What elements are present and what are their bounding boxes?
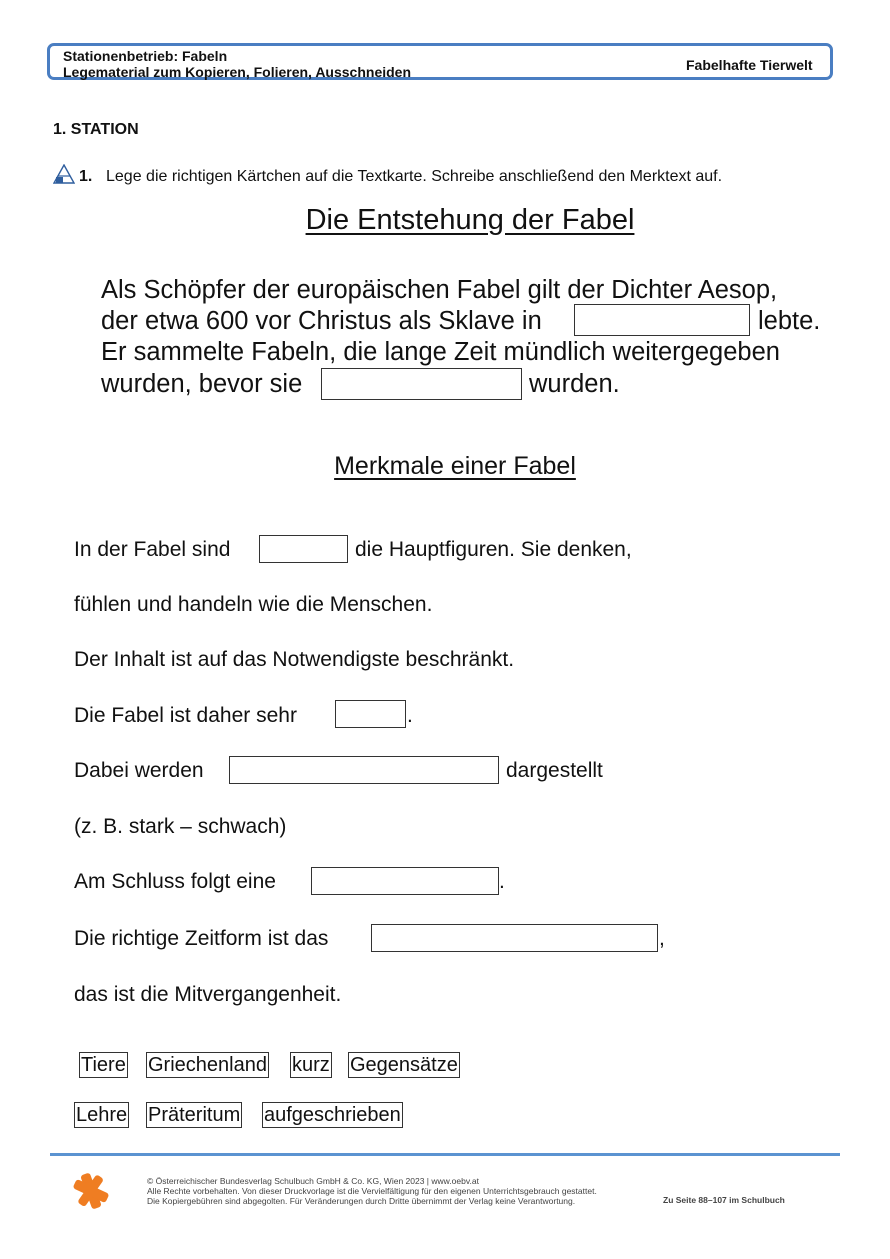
pyramid-icon: [53, 164, 75, 184]
word-card[interactable]: aufgeschrieben: [264, 1104, 401, 1126]
footer-page-reference: Zu Seite 88–107 im Schulbuch: [663, 1195, 785, 1205]
text-line: Die Fabel ist daher sehr: [74, 704, 297, 727]
blank-field[interactable]: [259, 535, 348, 563]
blank-field[interactable]: [335, 700, 406, 728]
text-line: .: [499, 870, 505, 893]
text-line: wurden, bevor sie: [101, 370, 303, 398]
header-topic: Fabelhafte Tierwelt: [686, 57, 813, 73]
header-title: Stationenbetrieb: Fabeln: [63, 48, 228, 64]
station-heading: 1. STATION: [53, 121, 139, 138]
text-line: dargestellt: [506, 759, 603, 782]
blank-field[interactable]: [311, 867, 499, 895]
text-line: ,: [659, 927, 665, 950]
text-line: Er sammelte Fabeln, die lange Zeit mündlich weitergegeben: [101, 338, 780, 366]
word-card[interactable]: Tiere: [81, 1054, 126, 1076]
text-line: der etwa 600 vor Christus als Sklave in: [101, 307, 542, 335]
text-line: das ist die Mitvergangenheit.: [74, 983, 342, 1006]
text-line: lebte.: [758, 307, 821, 335]
word-card[interactable]: Lehre: [76, 1104, 128, 1126]
footer-disclaimer: Die Kopiergebühren sind abgegolten. Für Veränderungen durch Dritte übernimmt der Verlag keine Verantwortung.: [147, 1196, 576, 1206]
header-subtitle: Legematerial zum Kopieren, Folieren, Ausschneiden: [63, 64, 412, 80]
text-line: Dabei werden: [74, 759, 204, 782]
text-line: die Hauptfiguren. Sie denken,: [355, 538, 632, 561]
blank-field[interactable]: [321, 368, 522, 400]
blank-field[interactable]: [229, 756, 499, 784]
text-line: Am Schluss folgt eine: [74, 870, 276, 893]
word-card[interactable]: Gegensätze: [350, 1054, 458, 1076]
footer-divider: [50, 1153, 840, 1156]
word-card[interactable]: kurz: [292, 1054, 330, 1076]
text-line: fühlen und handeln wie die Menschen.: [74, 593, 433, 616]
blank-field[interactable]: [574, 304, 750, 336]
word-card[interactable]: Griechenland: [148, 1054, 267, 1076]
text-line: Als Schöpfer der europäischen Fabel gilt der Dichter Aesop,: [101, 276, 778, 304]
text-line: (z. B. stark – schwach): [74, 815, 287, 838]
task-number: 1.: [79, 168, 93, 185]
footer-copyright: © Österreichischer Bundesverlag Schulbuch GmbH & Co. KG, Wien 2023 | www.oebv.at: [147, 1176, 479, 1186]
text-line: .: [407, 704, 413, 727]
section-title-origin: Die Entstehung der Fabel: [305, 204, 635, 236]
asterisk-logo-icon: [73, 1172, 109, 1210]
footer-rights: Alle Rechte vorbehalten. Von dieser Druckvorlage ist die Vervielfältigung für den eigenen Unterrichtsgebrauch gestattet.: [147, 1186, 597, 1196]
text-line: wurden.: [529, 370, 620, 398]
text-line: In der Fabel sind: [74, 538, 231, 561]
text-line: Die richtige Zeitform ist das: [74, 927, 329, 950]
text-line: Der Inhalt ist auf das Notwendigste beschränkt.: [74, 648, 515, 671]
section-title-features: Merkmale einer Fabel: [334, 452, 576, 480]
word-card[interactable]: Präteritum: [148, 1104, 241, 1126]
task-instruction: Lege die richtigen Kärtchen auf die Textkarte. Schreibe anschließend den Merktext auf.: [106, 168, 723, 185]
blank-field[interactable]: [371, 924, 658, 952]
